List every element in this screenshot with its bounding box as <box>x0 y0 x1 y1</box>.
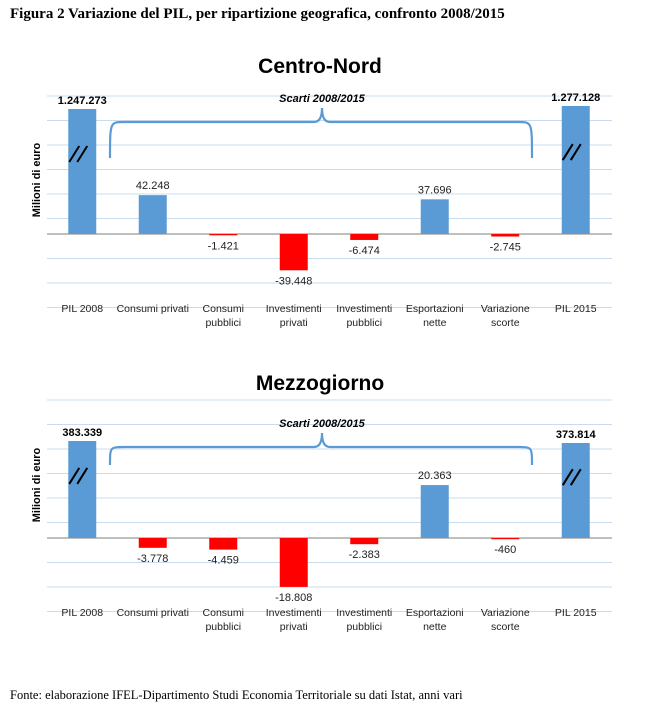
x-tick-label: Variazione <box>480 607 530 619</box>
bar-investimenti-privati <box>280 538 308 587</box>
bar-variazione-scorte <box>491 538 519 539</box>
x-tick-label: Consumi privati <box>116 303 189 315</box>
x-tick-label: privati <box>279 621 308 633</box>
bar-consumi-privati <box>139 538 167 548</box>
x-tick-label: Investimenti <box>336 607 393 619</box>
brace-label: Scarti 2008/2015 <box>279 418 365 430</box>
x-tick-label: Esportazioni <box>405 303 464 315</box>
data-label-esportazioni-nette: 20.363 <box>417 470 452 483</box>
x-tick-label: Investimenti <box>265 303 322 315</box>
scarti-brace <box>110 108 532 158</box>
x-tick-label: pubblici <box>205 621 242 633</box>
data-label-pil-2015: 373.814 <box>555 429 596 441</box>
x-tick-label: pubblici <box>346 317 383 329</box>
y-axis-label: Milioni di euro <box>31 142 43 218</box>
bar-investimenti-pubblici <box>350 538 378 544</box>
x-tick-label: Investimenti <box>336 303 393 315</box>
data-label-consumi-pubblici: -4.459 <box>207 554 239 567</box>
x-tick-label: Variazione <box>480 303 530 315</box>
data-label-pil-2015: 1.277.128 <box>551 92 601 104</box>
data-label-investimenti-pubblici: -2.383 <box>348 549 380 562</box>
data-label-variazione-scorte: -2.745 <box>489 241 521 254</box>
x-tick-label: Esportazioni <box>405 607 464 619</box>
chart-title: Centro-Nord <box>258 55 382 78</box>
x-tick-label: Investimenti <box>265 607 322 619</box>
bar-investimenti-pubblici <box>350 234 378 240</box>
x-tick-label: pubblici <box>346 621 383 633</box>
bar-pil-2015 <box>562 106 590 234</box>
bar-esportazioni-nette <box>421 199 449 234</box>
x-tick-label: PIL 2015 <box>554 607 597 619</box>
x-tick-label: scorte <box>490 317 520 329</box>
x-tick-label: nette <box>423 621 447 633</box>
bar-consumi-privati <box>139 195 167 234</box>
data-label-investimenti-privati: -18.808 <box>275 591 313 604</box>
bar-esportazioni-nette <box>421 485 449 538</box>
y-axis-label: Milioni di euro <box>31 447 43 523</box>
data-label-investimenti-privati: -39.448 <box>275 275 313 288</box>
brace-label: Scarti 2008/2015 <box>279 93 365 105</box>
x-tick-label: Consumi <box>202 303 244 315</box>
data-label-pil-2008: 1.247.273 <box>57 95 107 107</box>
chart-mezzogiorno <box>0 360 650 660</box>
x-tick-label: privati <box>279 317 308 329</box>
data-label-consumi-pubblici: -1.421 <box>207 240 239 253</box>
bar-pil-2008 <box>68 441 96 538</box>
chart-centro-nord <box>0 40 650 340</box>
bar-pil-2008 <box>68 109 96 234</box>
x-tick-label: Consumi <box>202 607 244 619</box>
figure-title: Figura 2 Variazione del PIL, per ripartizione geografica, confronto 2008/2015 <box>10 6 505 22</box>
bar-pil-2015 <box>562 443 590 538</box>
data-label-consumi-privati: -3.778 <box>137 552 169 565</box>
bar-consumi-pubblici <box>209 538 237 550</box>
data-label-consumi-privati: 42.248 <box>135 180 170 193</box>
data-label-esportazioni-nette: 37.696 <box>417 184 452 197</box>
data-label-pil-2008: 383.339 <box>62 427 103 439</box>
x-tick-label: pubblici <box>205 317 242 329</box>
chart-title: Mezzogiorno <box>255 372 385 395</box>
bar-variazione-scorte <box>491 234 519 237</box>
data-label-variazione-scorte: -460 <box>494 544 517 557</box>
x-tick-label: PIL 2008 <box>61 607 104 619</box>
x-tick-label: PIL 2015 <box>554 303 597 315</box>
source-note: Fonte: elaborazione IFEL-Dipartimento Studi Economia Territoriale su dati Istat, anni vari <box>10 688 463 702</box>
x-tick-label: Consumi privati <box>116 607 189 619</box>
bar-consumi-pubblici <box>209 234 237 235</box>
data-label-investimenti-pubblici: -6.474 <box>348 244 380 257</box>
x-tick-label: scorte <box>490 621 520 633</box>
x-tick-label: PIL 2008 <box>61 303 104 315</box>
bar-investimenti-privati <box>280 234 308 270</box>
x-tick-label: nette <box>423 317 447 329</box>
